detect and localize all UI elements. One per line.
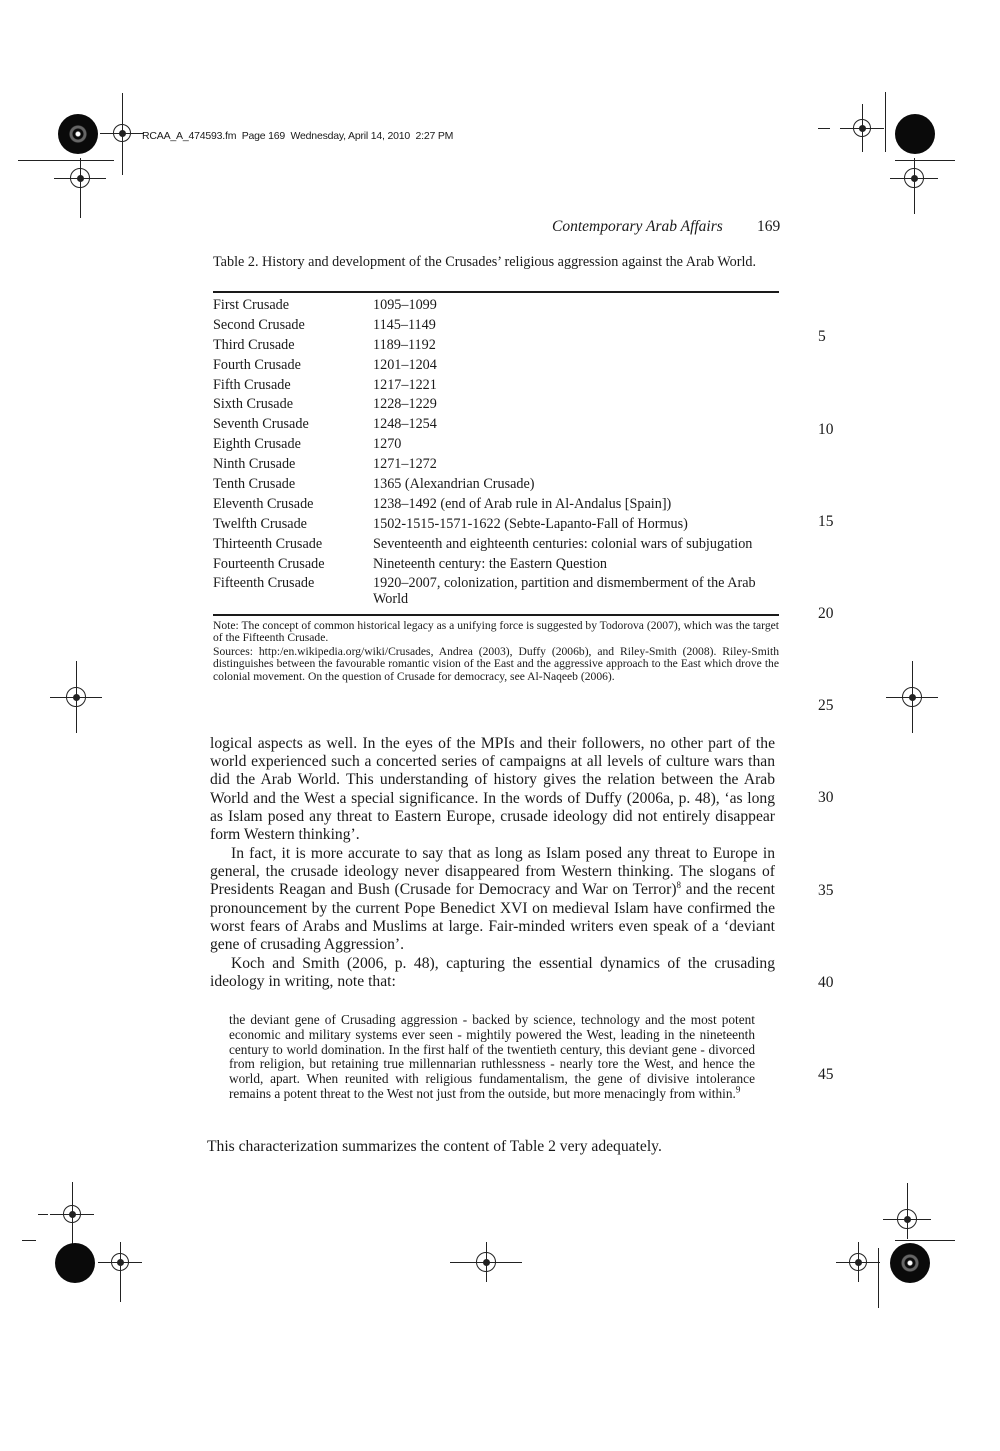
crop-mark — [818, 128, 830, 129]
table-row — [213, 298, 779, 318]
line-number: 40 — [818, 974, 834, 991]
crusade-name: Tenth Crusade — [213, 476, 296, 493]
line-number: 35 — [818, 882, 834, 899]
crusade-period: 1095–1099 — [373, 297, 437, 313]
crusade-name: Twelfth Crusade — [213, 515, 307, 532]
table-row — [213, 477, 779, 497]
paragraph-text: In fact, it is more accurate to say that as long as Islam posed any threat to Europe in general, the crusade ideology never disappeared from Western thinking. The slogans of Presidents Reagan and Bush (Crusade for Democracy and War on Terror) — [210, 845, 775, 899]
crusade-name: Second Crusade — [213, 316, 305, 333]
crusade-period: 1145–1149 — [373, 316, 436, 333]
line-number: 20 — [818, 605, 834, 622]
crop-mark — [885, 92, 886, 152]
crusade-period: Seventeenth and eighteenth centuries: colonial wars of subjugation — [373, 535, 753, 552]
line-number: 45 — [818, 1066, 834, 1083]
crop-mark — [18, 160, 114, 161]
crusade-table — [213, 298, 779, 610]
crusade-period: 1271–1272 — [373, 456, 437, 473]
line-number: 15 — [818, 513, 834, 530]
table-row — [213, 557, 779, 577]
table-row — [213, 517, 779, 537]
table-top-rule — [213, 291, 779, 293]
body-paragraph: Koch and Smith (2006, p. 48), capturing the essential dynamics of the crusading ideology in writing, note that: — [210, 955, 775, 991]
crusade-period: 1365 (Alexandrian Crusade) — [373, 476, 535, 493]
file-slug: RCAA_A_474593.fm Page 169 Wednesday, April 14, 2010 2:27 PM — [142, 130, 454, 142]
footnote-marker: 9 — [735, 1084, 741, 1095]
crop-mark — [895, 1240, 955, 1241]
crusade-name: Seventh Crusade — [213, 416, 309, 433]
table-bottom-rule — [213, 614, 779, 616]
page-number: 169 — [757, 218, 781, 235]
crusade-period: Nineteenth century: the Eastern Question — [373, 555, 608, 572]
crusade-name: Third Crusade — [213, 336, 295, 353]
crusade-name: Fourteenth Crusade — [213, 555, 325, 572]
crusade-name: Ninth Crusade — [213, 456, 296, 473]
crusade-period: 1920–2007, colonization, partition and dismemberment of the Arab World — [373, 575, 756, 607]
line-number: 30 — [818, 789, 834, 806]
crusade-name: Fourth Crusade — [213, 356, 301, 373]
color-registration-disc — [895, 114, 935, 154]
crusade-name: Fifth Crusade — [213, 376, 291, 393]
table-row — [213, 397, 779, 417]
crusade-name: First Crusade — [213, 297, 290, 313]
crop-mark — [878, 1248, 879, 1308]
color-registration-disc — [58, 114, 98, 154]
table-row — [213, 417, 779, 437]
body-paragraph — [210, 845, 775, 954]
paragraph-text: and the recent pronouncement by the current Pope Benedict XVI on medieval Islam have confirmed the worst fears of Arabs and Muslims at large. Fair-minded writers even speak of a ‘deviant gene of crusading Aggression’. — [210, 881, 775, 954]
table-row — [213, 378, 779, 398]
line-number: 10 — [818, 421, 834, 438]
table-sources: Sources: http:/en.wikipedia.org/wiki/Crusades, Andrea (2003), Duffy (2006b), and Riley-Smith (2008). Riley-Smith distinguishes between the favourable romantic vision of the East and the aggressive approach to the East which drove the colonial movement. On the question of Crusade for democracy, see Al-Naqeeb (2006). — [213, 645, 779, 683]
table-row — [213, 457, 779, 477]
quote-text: the deviant gene of Crusading aggression - backed by science, technology and the most potent economic and military systems ever seen - mightily powered the West, leading in the nineteenth century to world domination. In the first half of the twentieth century, this deviant gene - divorced from religion, but retaining true millennarian ruthlessness - nearly tore the West, and hence the world, apart. When reunited with religious fundamentalism, the gene of divisive intolerance remains a potent threat to the West not just from the outside, but more menacingly from within. — [229, 1012, 755, 1101]
crusade-period: 1189–1192 — [373, 336, 436, 353]
crusade-name: Thirteenth Crusade — [213, 535, 323, 552]
crusade-period: 1217–1221 — [373, 376, 437, 393]
crusade-period: 1248–1254 — [373, 416, 437, 433]
crusade-period: 1228–1229 — [373, 396, 437, 413]
crusade-name: Sixth Crusade — [213, 396, 293, 413]
table-note: Note: The concept of common historical legacy as a unifying force is suggested by Todorova (2007), which was the target of the Fifteenth Crusade. — [213, 619, 779, 645]
body-paragraph: This characterization summarizes the content of Table 2 very adequately. — [207, 1138, 662, 1155]
table-row — [213, 358, 779, 378]
crop-mark — [895, 160, 955, 161]
crusade-period: 1238–1492 (end of Arab rule in Al-Andalus [Spain]) — [373, 495, 672, 512]
table-row — [213, 318, 779, 338]
crusade-period: 1270 — [373, 436, 402, 453]
color-registration-disc — [890, 1243, 930, 1283]
crusade-period: 1502-1515-1571-1622 (Sebte-Lapanto-Fall of Hormus) — [373, 515, 688, 532]
line-number: 5 — [818, 328, 826, 345]
footnote-marker: 8 — [676, 880, 682, 891]
crop-mark — [38, 1214, 48, 1215]
line-number: 25 — [818, 697, 834, 714]
crusade-period: 1201–1204 — [373, 356, 437, 373]
table-row — [213, 497, 779, 517]
table-row — [213, 576, 779, 610]
crusade-name: Fifteenth Crusade — [213, 575, 315, 592]
crusade-name: Eleventh Crusade — [213, 495, 314, 512]
color-registration-disc — [55, 1243, 95, 1283]
table-row — [213, 537, 779, 557]
table-row — [213, 437, 779, 457]
table-row — [213, 338, 779, 358]
block-quote — [229, 1013, 755, 1102]
table-caption: Table 2. History and development of the Crusades’ religious aggression against the Arab World. — [213, 254, 757, 270]
crop-mark — [22, 1240, 36, 1241]
running-head: Contemporary Arab Affairs — [552, 218, 723, 235]
crusade-name: Eighth Crusade — [213, 436, 301, 453]
body-paragraph: logical aspects as well. In the eyes of the MPIs and their followers, no other part of the world experienced such a concerted series of campaigns at all levels of culture wars than did the Arab World. This understanding of history gives the relation between the Arab World and the West a special significance. In the words of Duffy (2006a, p. 48), ‘as long as Islam posed any threat to Eastern Europe, crusade ideology did not entirely disappear form Western thinking’. — [210, 735, 775, 844]
